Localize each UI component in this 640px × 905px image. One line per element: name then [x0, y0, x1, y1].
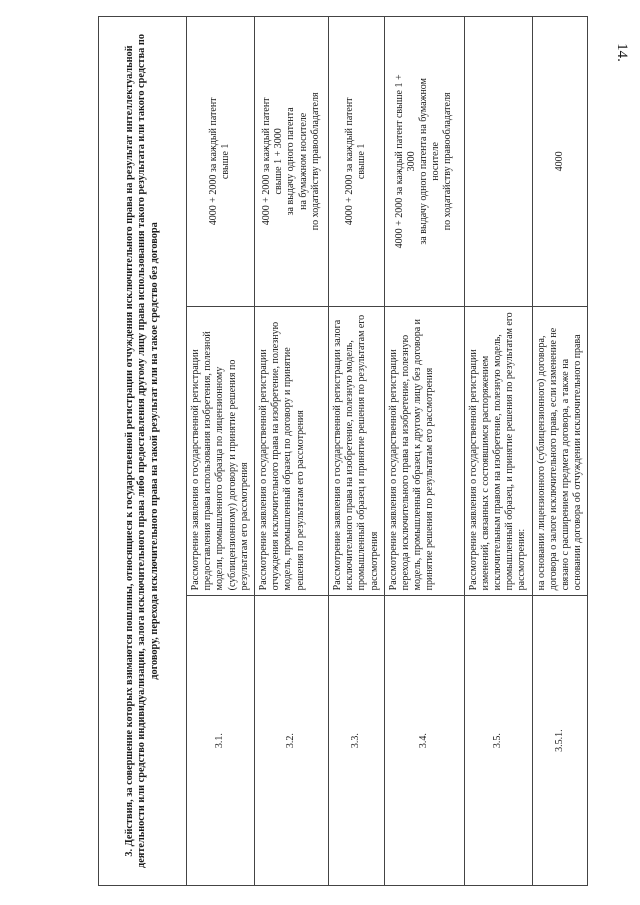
row-description: Рассмотрение заявления о государственной регистрации залога исключительного права на изобретение, полезную модель, промышленный образец и принятие решения по результатам его рассмотрения [328, 306, 384, 596]
table-row [464, 17, 532, 886]
fee-line: по ходатайству правообладателя [442, 92, 454, 231]
table-row [187, 17, 255, 886]
table-row [532, 17, 588, 886]
fee-line: носителе [430, 142, 442, 181]
page-number: 14. [613, 43, 630, 62]
fee-line: 4000 + 2000 за каждый патент [260, 97, 272, 226]
table-row [328, 17, 384, 886]
fee-line: 4000 [553, 151, 565, 172]
fee-line: на бумажном носителе [297, 112, 309, 210]
row-number: 3.5. [464, 596, 532, 886]
fee-line: за выдачу одного патента на бумажном [418, 78, 430, 245]
row-fee [532, 17, 588, 307]
fee-line: свыше 1 + 3000 [273, 128, 285, 195]
row-fee [187, 17, 255, 307]
row-number: 3.3. [328, 596, 384, 886]
row-number: 3.1. [187, 596, 255, 886]
fee-line: 4000 + 2000 за каждый патент свыше 1 + [393, 74, 405, 249]
fee-line: свыше 1 [220, 143, 232, 180]
fee-table-rotated [98, 16, 584, 886]
fee-line: по ходатайству правообладателя [309, 92, 321, 231]
row-fee [254, 17, 328, 307]
fee-line: 3000 [405, 151, 417, 172]
fee-line: 4000 + 2000 за каждый патент [208, 97, 220, 226]
row-number: 3.4. [384, 596, 464, 886]
fee-table [98, 16, 588, 886]
section-header: 3. Действия, за совершение которых взимаются пошлины, относящиеся к государственной регистрации отчуждения исключительного права на результат интеллектуальной деятельности или средство индивидуализации, залога исключительного права либо предоставления другому лицу права использования такого результата или такого средства по договору, перехода исключительного права на такой результат или на такое средство без договора [99, 17, 187, 886]
section-header-row [99, 17, 187, 886]
fee-line: свыше 1 [356, 143, 368, 180]
fee-line: 4000 + 2000 за каждый патент [344, 97, 356, 226]
row-description: Рассмотрение заявления о государственной регистрации изменений, связанных с состоявшимся распоряжением исключительным правом на изобретение, полезную модель, промышленный образец, и принятие решения по результатам его рассмотрения: [464, 306, 532, 596]
fee-line: за выдачу одного патента [285, 107, 297, 216]
table-row [254, 17, 328, 886]
row-description: Рассмотрение заявления о государственной регистрации перехода исключительного права на изобретение, полезную модель, промышленный образец к другому лицу без договора и принятие решения по результатам его рассмотрения [384, 306, 464, 596]
row-fee [464, 17, 532, 307]
row-description: Рассмотрение заявления о государственной регистрации предоставления права использования изобретения, полезной модели, промышленного образца по лицензионному (сублицензионному) договору и принятие решения по результатам его рассмотрения [187, 306, 255, 596]
row-description: на основании лицензионного (сублицензионного) договора, договора о залоге исключительного права, если изменение не связано с расширением предмета договора, а также на основании договора об отчуждении исключительного права [532, 306, 588, 596]
row-fee [328, 17, 384, 307]
row-number: 3.2. [254, 596, 328, 886]
table-row [384, 17, 464, 886]
row-fee [384, 17, 464, 307]
row-description: Рассмотрение заявления о государственной регистрации отчуждения исключительного права на изобретение, полезную модель, промышленный образец по договору и принятие решения по результатам его рассмотрения [254, 306, 328, 596]
row-number: 3.5.1. [532, 596, 588, 886]
